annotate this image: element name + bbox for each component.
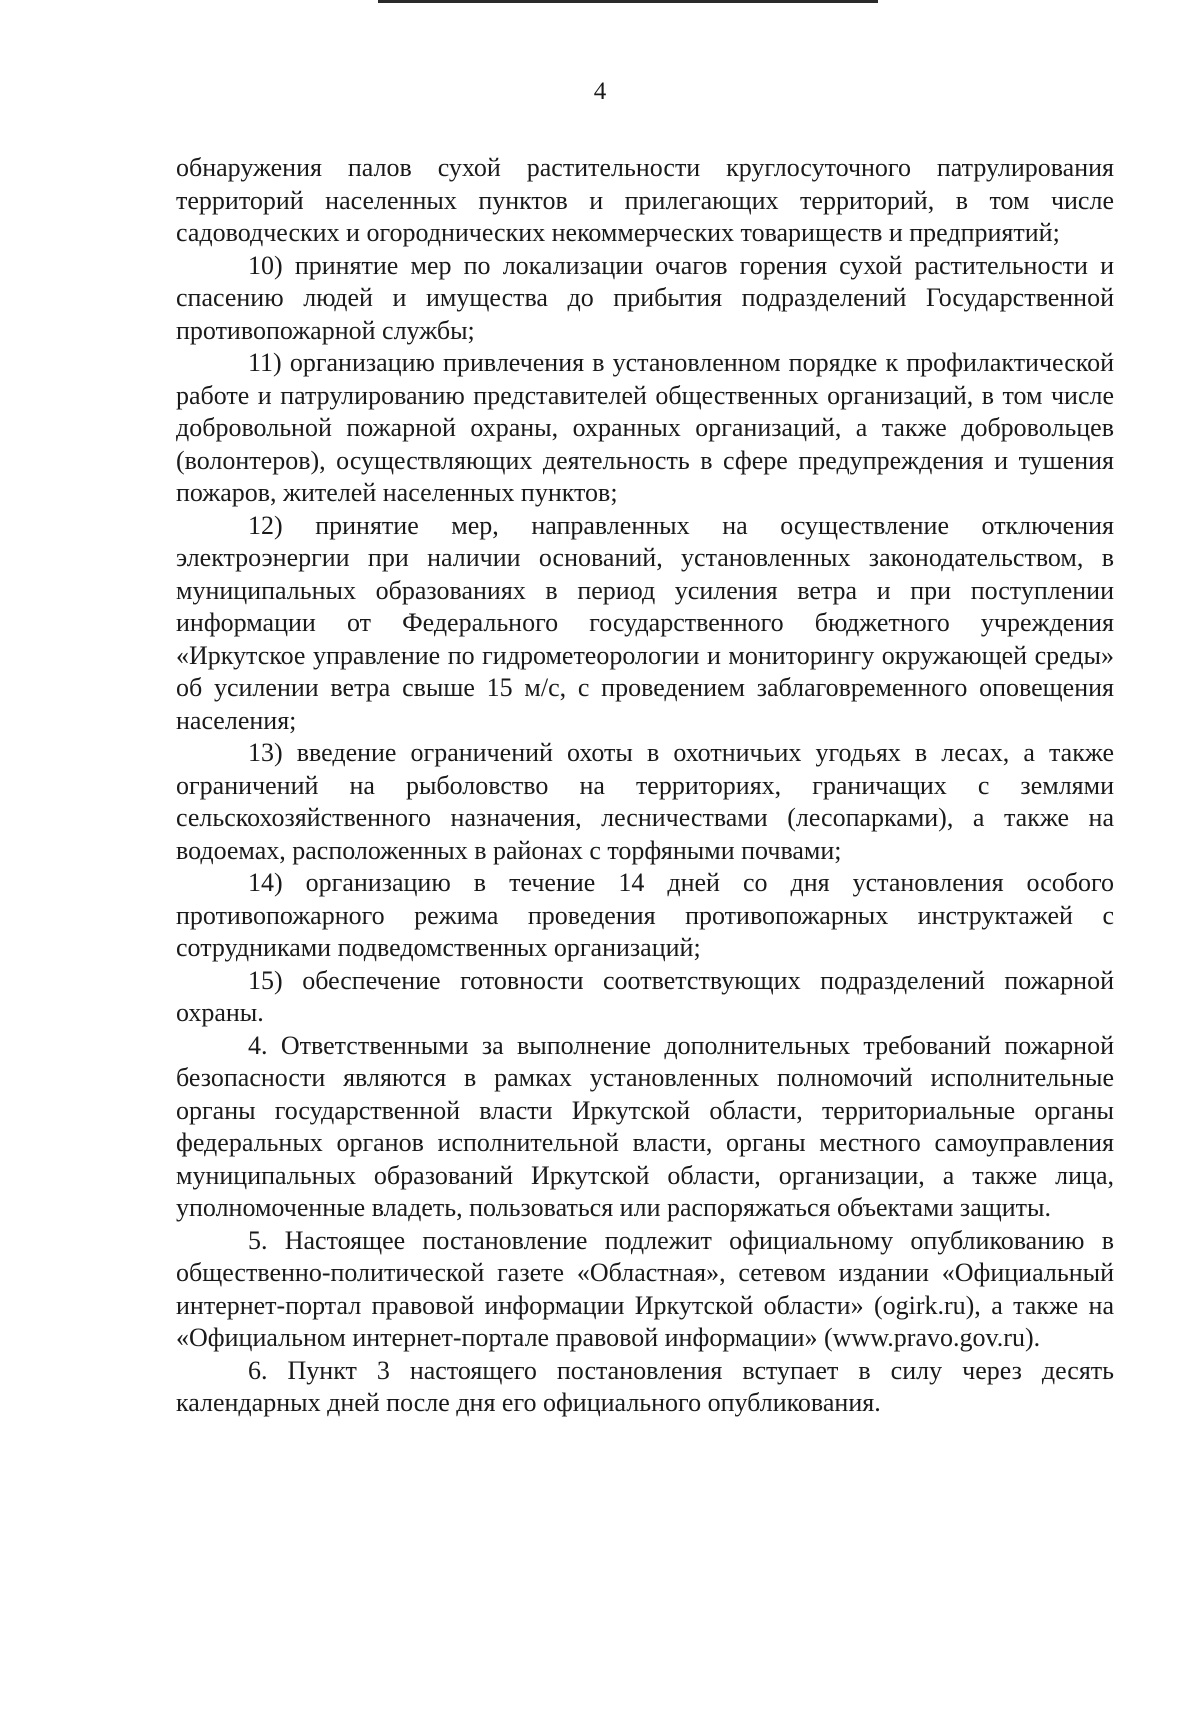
paragraph-clause-5: 5. Настоящее постановление подлежит официальному опубликованию в общественно-политической газете «Областная», сетевом издании «Официальный интернет-портал правовой информации Иркутской области» (ogirk.ru), а также на «Официальном интернет-портале правовой информации» (www.pravo.gov.ru). xyxy=(176,1225,1114,1352)
document-body xyxy=(176,152,1114,1420)
top-border-line xyxy=(378,0,878,3)
paragraph-item-14: 14) организацию в течение 14 дней со дня установления особого противопожарного режима проведения противопожарных инструктажей с сотрудниками подведомственных организаций; xyxy=(176,868,1114,962)
paragraph-clause-4: 4. Ответственными за выполнение дополнительных требований пожарной безопасности являются в рамках установленных полномочий исполнительные органы государственной власти Иркутской области, территориальные органы федеральных органов исполнительной власти, органы местного самоуправления муниципальных образований Иркутской области, организации, а также лица, уполномоченные владеть, пользоваться или распоряжаться объектами защиты. xyxy=(176,1030,1114,1222)
paragraph-item-11: 11) организацию привлечения в установленном порядке к профилактической работе и патрулированию представителей общественных организаций, в том числе добровольной пожарной охраны, охранных организаций, а также добровольцев (волонтеров), осуществляющих деятельность в сфере предупреждения и тушения пожаров, жителей населенных пунктов; xyxy=(176,348,1114,507)
paragraph-item-13: 13) введение ограничений охоты в охотничьих угодьях в лесах, а также ограничений на рыболовство на территориях, граничащих с землями сельскохозяйственного назначения, лесничествами (лесопарками), а также на водоемах, расположенных в районах с торфяными почвами; xyxy=(176,738,1114,865)
page-number: 4 xyxy=(593,78,607,105)
paragraph-continuation: обнаружения палов сухой растительности круглосуточного патрулирования территорий населенных пунктов и прилегающих территорий, в том числе садоводческих и огороднических некоммерческих товариществ и предприятий; xyxy=(176,153,1114,247)
paragraph-clause-6: 6. Пункт 3 настоящего постановления вступает в силу через десять календарных дней после дня его официального опубликования. xyxy=(176,1355,1114,1417)
paragraph-item-10: 10) принятие мер по локализации очагов горения сухой растительности и спасению людей и имущества до прибытия подразделений Государственной противопожарной службы; xyxy=(176,250,1114,345)
paragraph-item-15: 15) обеспечение готовности соответствующих подразделений пожарной охраны. xyxy=(176,965,1114,1027)
paragraph-item-12: 12) принятие мер, направленных на осуществление отключения электроэнергии при наличии оснований, установленных законодательством, в муниципальных образованиях в период усиления ветра и при поступлении информации от Федерального государственного бюджетного учреждения «Иркутское управление по гидрометеорологии и мониторингу окружающей среды» об усилении ветра свыше 15 м/с, с проведением заблаговременного оповещения населения; xyxy=(176,510,1114,735)
